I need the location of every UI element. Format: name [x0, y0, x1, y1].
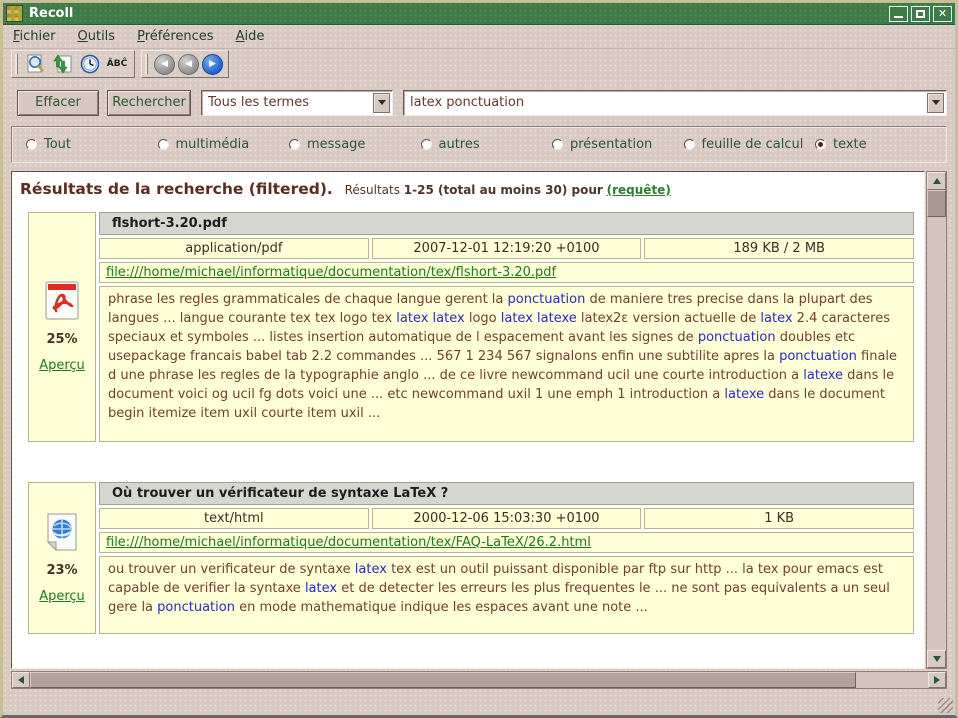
chevron-down-icon [378, 100, 386, 105]
results-header [20, 180, 916, 198]
preview-link[interactable]: Aperçu [39, 589, 85, 604]
highlighted-term: latex [354, 562, 387, 577]
results-count-prefix: Résultats [344, 183, 400, 197]
search-mode-select[interactable] [201, 90, 393, 116]
back-icon: ◀ [185, 59, 192, 69]
back-button[interactable] [178, 54, 199, 75]
results-list [11, 171, 925, 669]
result-details [99, 212, 914, 442]
relevance-percent: 23% [46, 563, 78, 578]
radio-icon[interactable] [815, 139, 826, 150]
results-count: 1-25 (total au moins 30) pour [403, 183, 603, 197]
titlebar[interactable] [3, 3, 955, 25]
advanced-search-icon [25, 53, 47, 75]
result-date: 2000-12-06 15:03:30 +0100 [372, 508, 642, 529]
scroll-right-button[interactable] [928, 672, 946, 688]
result-meta-row [99, 238, 914, 259]
maximize-button[interactable] [911, 6, 930, 22]
term-explorer-button[interactable] [105, 52, 129, 76]
statusbar [3, 689, 955, 715]
horizontal-scrollbar[interactable] [11, 671, 947, 689]
snippet-text: latex2ε version actuelle de [576, 311, 761, 326]
vertical-scrollbar[interactable] [926, 171, 947, 669]
result-url-link[interactable]: file:///home/michael/informatique/documentation/tex/flshort-3.20.pdf [106, 265, 557, 280]
snippet-text: dans le document begin itemize item uxil courte item uxil ... [108, 387, 885, 421]
snippet-text: finale d une phrase les regles de la typographie anglo ... de ce livre newcommand ucil une courte introduction a [108, 349, 898, 383]
minimize-icon [894, 16, 903, 18]
result-size: 1 KB [644, 508, 914, 529]
highlighted-term: latex latexe [500, 311, 577, 326]
toolbar-grip[interactable] [145, 54, 148, 74]
result-url-cell [99, 262, 914, 283]
menu-preferences[interactable]: Préférences [137, 29, 214, 44]
category-filter-frame [11, 126, 947, 163]
toolbar-group-tools [11, 50, 135, 78]
highlighted-term: ponctuation [507, 292, 586, 307]
snippet-text: doubles etc usepackage francais babel tab 2.2 commandes ... 567 1 234 567 signalons enfin une subtilite apres la [108, 330, 856, 364]
snippet-text: phrase les regles grammaticales de chaque langue gerent la [108, 292, 508, 307]
sort-parameters-icon [52, 53, 74, 75]
filter-texte[interactable]: texte [815, 137, 867, 152]
forward-icon: ▶ [209, 59, 216, 69]
close-icon: ✕ [937, 6, 948, 20]
filter-multimedia[interactable]: multimédia [158, 137, 290, 152]
advanced-search-button[interactable] [24, 52, 48, 76]
snippet-text: de maniere tres precise dans la plupart des langues ... langue courante tex tex logo tex [108, 292, 873, 326]
filter-autres[interactable]: autres [421, 137, 553, 152]
horizontal-scroll-track[interactable] [30, 672, 928, 688]
filter-tout[interactable]: Tout [26, 137, 158, 152]
highlighted-term: latexe [803, 368, 844, 383]
toolbar-group-nav [141, 50, 229, 78]
result-mime: text/html [99, 508, 369, 529]
resize-grip[interactable] [938, 698, 953, 713]
snippet-text: et de detecter les erreurs les plus frequentes le ... ne sont pas equivalents a un seul gere la [108, 581, 890, 615]
horizontal-scroll-thumb[interactable] [30, 672, 856, 688]
recoll-app-icon [7, 6, 22, 21]
snippet-text: dans le document voici og ucil fg dots voici une ... etc newcommand uxil 1 une emph 1 introduction a [108, 368, 895, 402]
preview-link[interactable]: Aperçu [39, 358, 85, 373]
search-query-combobox[interactable] [403, 90, 947, 116]
menu-aide[interactable]: Aide [235, 29, 265, 44]
document-history-icon [79, 53, 101, 75]
window-title: Recoll [29, 6, 74, 21]
highlighted-term: ponctuation [697, 330, 776, 345]
result-title: Où trouver un vérificateur de syntaxe LaTeX ? [99, 482, 914, 505]
menu-fichier[interactable]: Fichier [13, 29, 56, 44]
toolbar-grip[interactable] [15, 54, 18, 74]
menubar [3, 25, 955, 49]
search-button[interactable]: Rechercher [107, 90, 191, 116]
result-url-cell [99, 532, 914, 553]
arrow-right-icon [934, 676, 940, 684]
vertical-scroll-thumb[interactable] [927, 190, 946, 217]
result-item [28, 482, 914, 634]
result-item [28, 212, 914, 442]
term-explorer-icon: ÂBĈ [106, 59, 128, 69]
highlighted-term: latex [760, 311, 793, 326]
snippet-text: ou trouver un verificateur de syntaxe [108, 562, 355, 577]
search-mode-dropdown-button[interactable] [373, 93, 390, 113]
relevance-percent: 25% [46, 332, 78, 347]
search-query-dropdown-button[interactable] [927, 93, 944, 113]
result-date: 2007-12-01 12:19:20 +0100 [372, 238, 642, 259]
highlighted-term: ponctuation [157, 600, 235, 615]
close-button[interactable] [933, 6, 952, 22]
result-side-panel [28, 482, 96, 634]
results-title: Résultats de la recherche (filtered). [20, 180, 333, 198]
search-mode-value: Tous les termes [208, 95, 309, 110]
clear-button[interactable]: Effacer [17, 90, 99, 116]
scroll-left-button[interactable] [12, 672, 30, 688]
filter-feuille-de-calcul[interactable]: feuille de calcul [684, 137, 816, 152]
highlighted-term: latexe [724, 387, 765, 402]
back-icon: ◀ [161, 59, 168, 69]
highlighted-term: latex latex [396, 311, 465, 326]
pdf-file-icon [44, 281, 80, 321]
radio-icon[interactable] [158, 139, 169, 150]
snippet-text: en mode mathematique indique les espaces avant une note ... [234, 600, 648, 615]
arrow-left-icon [18, 676, 24, 684]
document-history-button[interactable] [78, 52, 102, 76]
highlighted-term: latex [304, 581, 338, 596]
result-meta-row [99, 508, 914, 529]
scroll-down-button[interactable] [927, 650, 946, 668]
radio-icon[interactable] [552, 139, 563, 150]
query-link[interactable]: (requête) [606, 183, 671, 197]
arrow-down-icon [933, 656, 941, 662]
snippet-text: logo [464, 311, 501, 326]
radio-icon[interactable] [684, 139, 695, 150]
scroll-up-button[interactable] [927, 172, 946, 190]
menu-outils[interactable]: Outils [77, 29, 116, 44]
radio-icon[interactable] [26, 139, 37, 150]
arrow-up-icon [933, 178, 941, 184]
radio-icon[interactable] [421, 139, 432, 150]
result-size: 189 KB / 2 MB [644, 238, 914, 259]
html-file-icon [44, 512, 80, 552]
result-snippet [99, 286, 914, 442]
result-url-link[interactable]: file:///home/michael/informatique/documentation/tex/FAQ-LaTeX/26.2.html [106, 535, 591, 550]
search-controls [3, 89, 955, 116]
result-details [99, 482, 914, 634]
filter-message[interactable]: message [289, 137, 421, 152]
back-button[interactable] [154, 54, 175, 75]
chevron-down-icon [932, 100, 940, 105]
search-query-value: latex ponctuation [410, 95, 525, 110]
result-snippet [99, 556, 914, 634]
results-area [11, 171, 947, 669]
radio-icon[interactable] [289, 139, 300, 150]
result-mime: application/pdf [99, 238, 369, 259]
result-title: flshort-3.20.pdf [99, 212, 914, 235]
snippet-text: 2.4 caracteres speciaux et symboles ... listes insertion automatique de l espacement avant les signes de [108, 311, 890, 345]
maximize-icon [916, 10, 925, 18]
minimize-button[interactable] [889, 6, 908, 22]
sort-parameters-button[interactable] [51, 52, 75, 76]
highlighted-term: ponctuation [779, 349, 857, 364]
forward-button[interactable] [202, 54, 223, 75]
result-side-panel [28, 212, 96, 442]
vertical-scroll-track[interactable] [927, 190, 946, 650]
toolbar [3, 49, 955, 79]
snippet-text: tex est un outil puissant disponible par ftp sur http ... la tex pour emacs est capable de verifier la syntaxe [108, 562, 884, 596]
filter-presentation[interactable]: présentation [552, 137, 684, 152]
